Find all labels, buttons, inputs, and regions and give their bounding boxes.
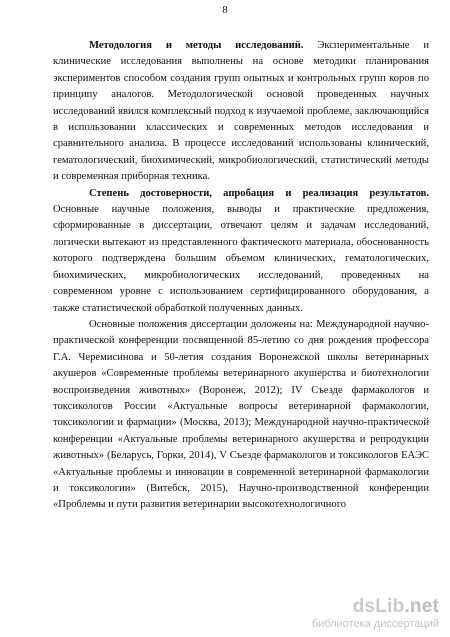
watermark-logo: dsLib.net <box>352 596 439 617</box>
paragraph-reports <box>53 317 429 514</box>
paragraph-text: Основные научные положения, выводы и практические предложения, сформированные в диссертации, отвечают целям и задачам исследований, логически вытекают из представленного фактического материала, обоснованность которого подтверждена большим объемом клинических, гематологических, биохимических, микробиологических исследований, проведенных на современном уровне с использованием сертифицированного оборудования, а также статистической обработкой полученных данных. <box>53 204 429 314</box>
watermark-tagline: библиотека диссертаций <box>311 618 439 630</box>
page-number: 8 <box>222 5 228 16</box>
paragraph-text: Экспериментальные и клинические исследования выполнены на основе методики планирования экспериментов способом создания групп опытных и контрольных групп коров по принципу аналогов. Методологической основой проведенных научных исследований явился комплексный подход к изучаемой проблеме, заключающийся в использовании классических и современных методов исследования и сравнительного анализа. В процессе исследований использованы клинический, гематологический, биохимический, микробиологический, статистический методы и современная приборная техника. <box>53 40 429 183</box>
paragraph-heading: Степень достоверности, апробация и реализация результатов. <box>89 187 429 199</box>
document-body <box>53 38 429 514</box>
paragraph-text: Основные положения диссертации доложены на: Международной научно-практической конференции посвященной 85-летию со дня рождения профессора Г.А. Черемисинова и 50-летия создания Воронежской школы ветеринарных акушеров «Современные проблемы ветеринарного акушерства и биотехнологии воспроизведения животных» (Воронеж, 2012); IV Съезде фармакологов и токсикологов России «Актуальные вопросы ветеринарной фармакологии, токсикологии и фармации» (Москва, 2013); Международной научно-практической конференции «Актуальные проблемы ветеринарного акушерства и репродукции животных» (Беларусь, Горки, 2014), V Съезде фармакологов и токсикологов ЕАЭС «Актуальные проблемы и инновации в современной ветеринарной фармакологии и токсикологии» (Витебск, 2015), Научно-производственной конференции «Проблемы и пути развития ветеринарии высокотехнологичного <box>53 318 429 511</box>
watermark[interactable] <box>312 597 439 631</box>
paragraph-methodology <box>53 38 429 186</box>
paragraph-heading: Методология и методы исследований. <box>89 40 304 51</box>
paragraph-validity <box>53 186 429 317</box>
